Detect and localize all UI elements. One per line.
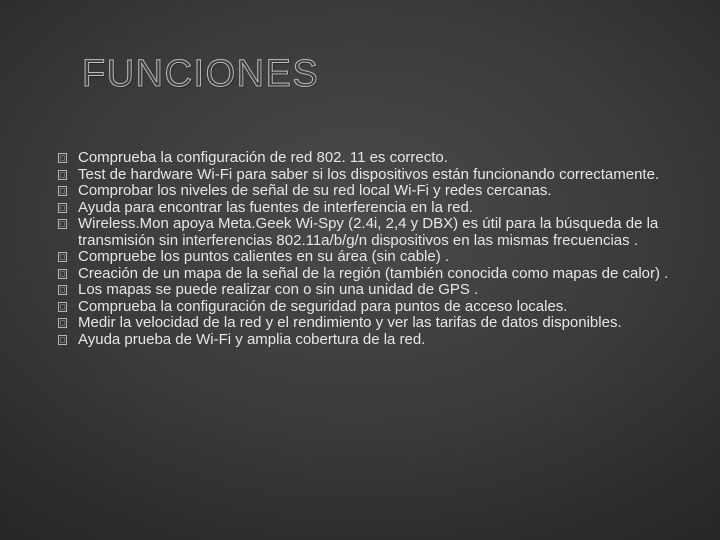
bullet-text: Wireless.Mon apoya Meta.Geek Wi-Spy (2.4i, 2,4 y DBX) es útil para la búsqueda de la transmisión sin interferencias 802.11a/b/g/n dispositivos en las mismas frecuencias . — [78, 215, 659, 249]
bullet-text: Compruebe los puntos calientes en su área (sin cable) . — [78, 248, 450, 265]
hollow-square-bullet-icon — [58, 302, 67, 312]
bullet-text: Ayuda prueba de Wi-Fi y amplia cobertura de la red. — [78, 330, 426, 348]
list-item — [58, 249, 678, 266]
hollow-square-bullet-icon — [58, 318, 67, 328]
list-item — [58, 266, 678, 283]
hollow-square-bullet-icon — [58, 186, 67, 196]
hollow-square-bullet-icon — [58, 203, 67, 213]
list-item — [58, 183, 678, 200]
bullet-text: Comprueba la configuración de seguridad para puntos de acceso locales. — [78, 297, 568, 315]
list-item — [58, 216, 678, 249]
bullet-list — [58, 150, 678, 348]
list-item — [58, 282, 678, 299]
bullet-text: Comprueba la configuración de red 802. 11 es correcto. — [78, 149, 448, 166]
bullet-text: Ayuda para encontrar las fuentes de interferencia en la red. — [78, 198, 473, 216]
slide-title: FUNCIONES — [82, 53, 320, 95]
list-item — [58, 200, 678, 217]
hollow-square-bullet-icon — [58, 219, 67, 229]
hollow-square-bullet-icon — [58, 269, 67, 279]
hollow-square-bullet-icon — [58, 153, 67, 163]
bullet-text: Comprobar los niveles de señal de su red local Wi-Fi y redes cercanas. — [78, 182, 552, 199]
list-item — [58, 299, 678, 316]
bullet-text: Medir la velocidad de la red y el rendimiento y ver las tarifas de datos disponibles. — [78, 314, 622, 331]
bullet-text: Test de hardware Wi-Fi para saber si los dispositivos están funcionando correctamente. — [78, 165, 660, 183]
hollow-square-bullet-icon — [58, 170, 67, 180]
list-item — [58, 315, 678, 332]
bullet-text: Creación de un mapa de la señal de la región (también conocida como mapas de calor) . — [78, 264, 669, 282]
list-item — [58, 332, 678, 349]
hollow-square-bullet-icon — [58, 285, 67, 295]
bullet-text: Los mapas se puede realizar con o sin una unidad de GPS . — [78, 281, 479, 298]
list-item — [58, 167, 678, 184]
hollow-square-bullet-icon — [58, 335, 67, 345]
hollow-square-bullet-icon — [58, 252, 67, 262]
list-item — [58, 150, 678, 167]
